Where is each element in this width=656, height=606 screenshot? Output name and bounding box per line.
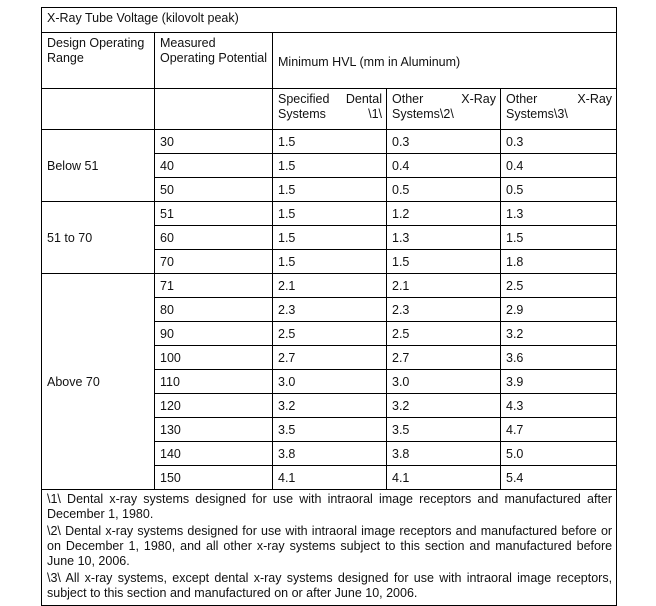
table-title-row — [42, 8, 617, 33]
subheader-other-xray-3: Other X-Ray Systems\3\ — [501, 89, 617, 130]
other-xray-2-hvl-cell: 1.2 — [387, 202, 501, 226]
subheader-blank-2 — [155, 89, 273, 130]
other-xray-3-hvl-cell: 3.9 — [501, 370, 617, 394]
measured-potential-cell: 90 — [155, 322, 273, 346]
footnote-3: \3\ All x-ray systems, except dental x-ray systems designed for use with intraoral image receptors, subject to this section and manufactured on or after June 10, 2006. — [47, 571, 613, 600]
measured-potential-cell: 80 — [155, 298, 273, 322]
footnotes-cell — [42, 490, 617, 606]
measured-potential-cell: 110 — [155, 370, 273, 394]
specified-dental-hvl-cell: 2.5 — [273, 322, 387, 346]
other-xray-2-hvl-cell: 1.3 — [387, 226, 501, 250]
other-xray-3-hvl-cell: 0.4 — [501, 154, 617, 178]
other-xray-3-hvl-cell: 3.2 — [501, 322, 617, 346]
other-xray-3-hvl-cell: 5.4 — [501, 466, 617, 490]
specified-dental-hvl-cell: 1.5 — [273, 226, 387, 250]
table-row — [42, 130, 617, 154]
specified-dental-hvl-cell: 3.5 — [273, 418, 387, 442]
other-xray-2-hvl-cell: 3.5 — [387, 418, 501, 442]
footnotes-row — [42, 490, 617, 606]
other-xray-2-hvl-cell: 4.1 — [387, 466, 501, 490]
other-xray-2-hvl-cell: 0.5 — [387, 178, 501, 202]
specified-dental-hvl-cell: 1.5 — [273, 178, 387, 202]
other-xray-3-hvl-cell: 0.5 — [501, 178, 617, 202]
other-xray-3-hvl-cell: 0.3 — [501, 130, 617, 154]
measured-potential-cell: 140 — [155, 442, 273, 466]
subheader-other-xray-2: Other X-Ray Systems\2\ — [387, 89, 501, 130]
other-xray-2-hvl-cell: 3.2 — [387, 394, 501, 418]
hvl-table — [41, 7, 617, 606]
table-row — [42, 274, 617, 298]
other-xray-3-hvl-cell: 4.3 — [501, 394, 617, 418]
header-design-range: Design Operating Range — [42, 33, 155, 89]
other-xray-3-hvl-cell: 1.3 — [501, 202, 617, 226]
header-min-hvl: Minimum HVL (mm in Aluminum) — [273, 33, 617, 89]
measured-potential-cell: 120 — [155, 394, 273, 418]
measured-potential-cell: 100 — [155, 346, 273, 370]
specified-dental-hvl-cell: 2.3 — [273, 298, 387, 322]
other-xray-2-hvl-cell: 2.1 — [387, 274, 501, 298]
measured-potential-cell: 50 — [155, 178, 273, 202]
other-xray-2-hvl-cell: 2.3 — [387, 298, 501, 322]
other-xray-3-hvl-cell: 4.7 — [501, 418, 617, 442]
table-row — [42, 202, 617, 226]
other-xray-2-hvl-cell: 2.5 — [387, 322, 501, 346]
design-range-cell: Above 70 — [42, 274, 155, 490]
specified-dental-hvl-cell: 4.1 — [273, 466, 387, 490]
specified-dental-hvl-cell: 1.5 — [273, 250, 387, 274]
other-xray-2-hvl-cell: 3.0 — [387, 370, 501, 394]
header-measured-potential: Measured Operating Potential — [155, 33, 273, 89]
hvl-document — [41, 7, 616, 606]
specified-dental-hvl-cell: 2.1 — [273, 274, 387, 298]
measured-potential-cell: 71 — [155, 274, 273, 298]
footnote-2: \2\ Dental x-ray systems designed for use with intraoral image receptors and manufactured before or on December 1, 1980, and all other x-ray systems subject to this section and manufactured before June 10, 2006. — [47, 524, 613, 568]
other-xray-3-hvl-cell: 5.0 — [501, 442, 617, 466]
other-xray-3-hvl-cell: 1.8 — [501, 250, 617, 274]
other-xray-2-hvl-cell: 0.3 — [387, 130, 501, 154]
other-xray-3-hvl-cell: 2.5 — [501, 274, 617, 298]
subheader-blank-1 — [42, 89, 155, 130]
specified-dental-hvl-cell: 1.5 — [273, 154, 387, 178]
subheader-row — [42, 89, 617, 130]
design-range-cell: Below 51 — [42, 130, 155, 202]
specified-dental-hvl-cell: 1.5 — [273, 130, 387, 154]
measured-potential-cell: 150 — [155, 466, 273, 490]
subheader-specified-dental: Specified Dental Systems \1\ — [273, 89, 387, 130]
other-xray-3-hvl-cell: 2.9 — [501, 298, 617, 322]
header-row — [42, 33, 617, 89]
specified-dental-hvl-cell: 3.2 — [273, 394, 387, 418]
measured-potential-cell: 30 — [155, 130, 273, 154]
table-title: X-Ray Tube Voltage (kilovolt peak) — [42, 8, 617, 33]
specified-dental-hvl-cell: 3.8 — [273, 442, 387, 466]
measured-potential-cell: 51 — [155, 202, 273, 226]
other-xray-2-hvl-cell: 0.4 — [387, 154, 501, 178]
specified-dental-hvl-cell: 2.7 — [273, 346, 387, 370]
other-xray-2-hvl-cell: 3.8 — [387, 442, 501, 466]
other-xray-2-hvl-cell: 1.5 — [387, 250, 501, 274]
specified-dental-hvl-cell: 3.0 — [273, 370, 387, 394]
measured-potential-cell: 60 — [155, 226, 273, 250]
other-xray-2-hvl-cell: 2.7 — [387, 346, 501, 370]
footnote-1: \1\ Dental x-ray systems designed for use with intraoral image receptors and manufactured after December 1, 1980. — [47, 492, 613, 521]
specified-dental-hvl-cell: 1.5 — [273, 202, 387, 226]
design-range-cell: 51 to 70 — [42, 202, 155, 274]
measured-potential-cell: 70 — [155, 250, 273, 274]
other-xray-3-hvl-cell: 1.5 — [501, 226, 617, 250]
other-xray-3-hvl-cell: 3.6 — [501, 346, 617, 370]
measured-potential-cell: 40 — [155, 154, 273, 178]
measured-potential-cell: 130 — [155, 418, 273, 442]
